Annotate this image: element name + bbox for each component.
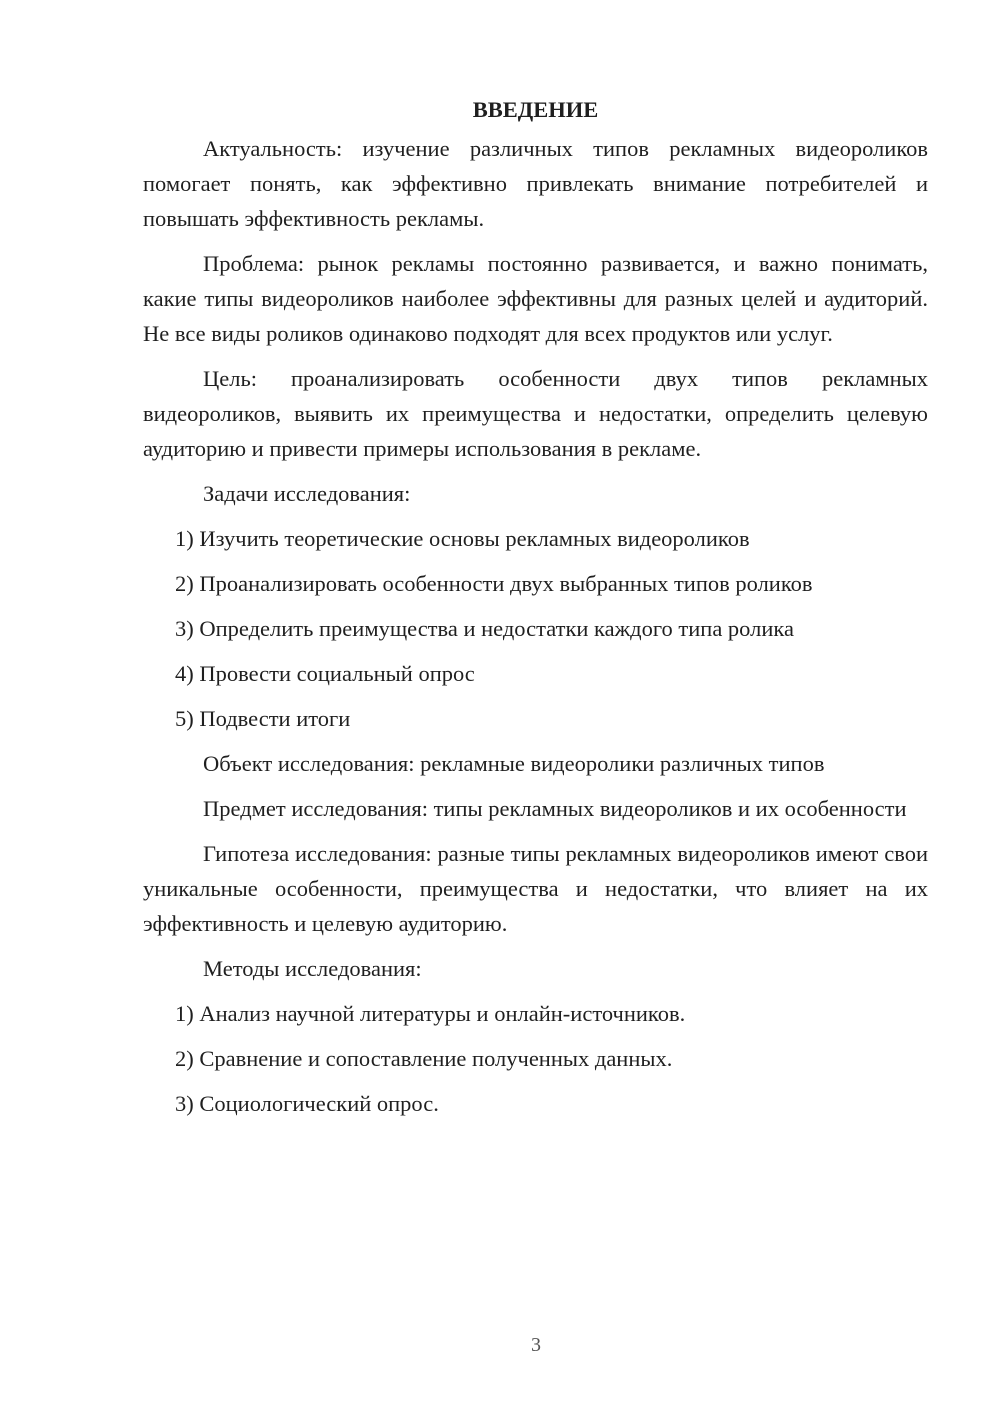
page-number: 3 bbox=[531, 1334, 541, 1356]
object-paragraph: Объект исследования: рекламные видеоролики различных типов bbox=[203, 751, 825, 776]
method-item-2: 2) Сравнение и сопоставление полученных данных. bbox=[175, 1046, 673, 1071]
goal-paragraph: Цель: проанализировать особенности двух типов рекламных видеороликов, выявить их преимущества и недостатки, определить целевую аудиторию и привести примеры использования в рекламе. bbox=[143, 366, 928, 461]
tasks-title: Задачи исследования: bbox=[203, 481, 411, 506]
method-item-3: 3) Социологический опрос. bbox=[175, 1091, 439, 1116]
task-item-5: 5) Подвести итоги bbox=[175, 706, 351, 731]
hypothesis-paragraph: Гипотеза исследования: разные типы рекламных видеороликов имеют свои уникальные особенности, преимущества и недостатки, что влияет на их эффективность и целевую аудиторию. bbox=[143, 841, 928, 936]
page-content bbox=[143, 92, 928, 1131]
task-item-3: 3) Определить преимущества и недостатки каждого типа ролика bbox=[175, 616, 794, 641]
subject-paragraph: Предмет исследования: типы рекламных видеороликов и их особенности bbox=[203, 796, 907, 821]
task-item-4: 4) Провести социальный опрос bbox=[175, 661, 475, 686]
section-heading: ВВЕДЕНИЕ bbox=[472, 97, 599, 122]
task-item-2: 2) Проанализировать особенности двух выбранных типов роликов bbox=[175, 571, 813, 596]
method-item-1: 1) Анализ научной литературы и онлайн-источников. bbox=[175, 1001, 686, 1026]
methods-title: Методы исследования: bbox=[203, 956, 422, 981]
relevance-paragraph: Актуальность: изучение различных типов рекламных видеороликов помогает понять, как эффективно привлекать внимание потребителей и повышать эффективность рекламы. bbox=[143, 136, 928, 231]
problem-paragraph: Проблема: рынок рекламы постоянно развивается, и важно понимать, какие типы видеороликов наиболее эффективны для разных целей и аудиторий. Не все виды роликов одинаково подходят для всех продуктов или услуг. bbox=[143, 251, 928, 346]
task-item-1: 1) Изучить теоретические основы рекламных видеороликов bbox=[175, 526, 750, 551]
